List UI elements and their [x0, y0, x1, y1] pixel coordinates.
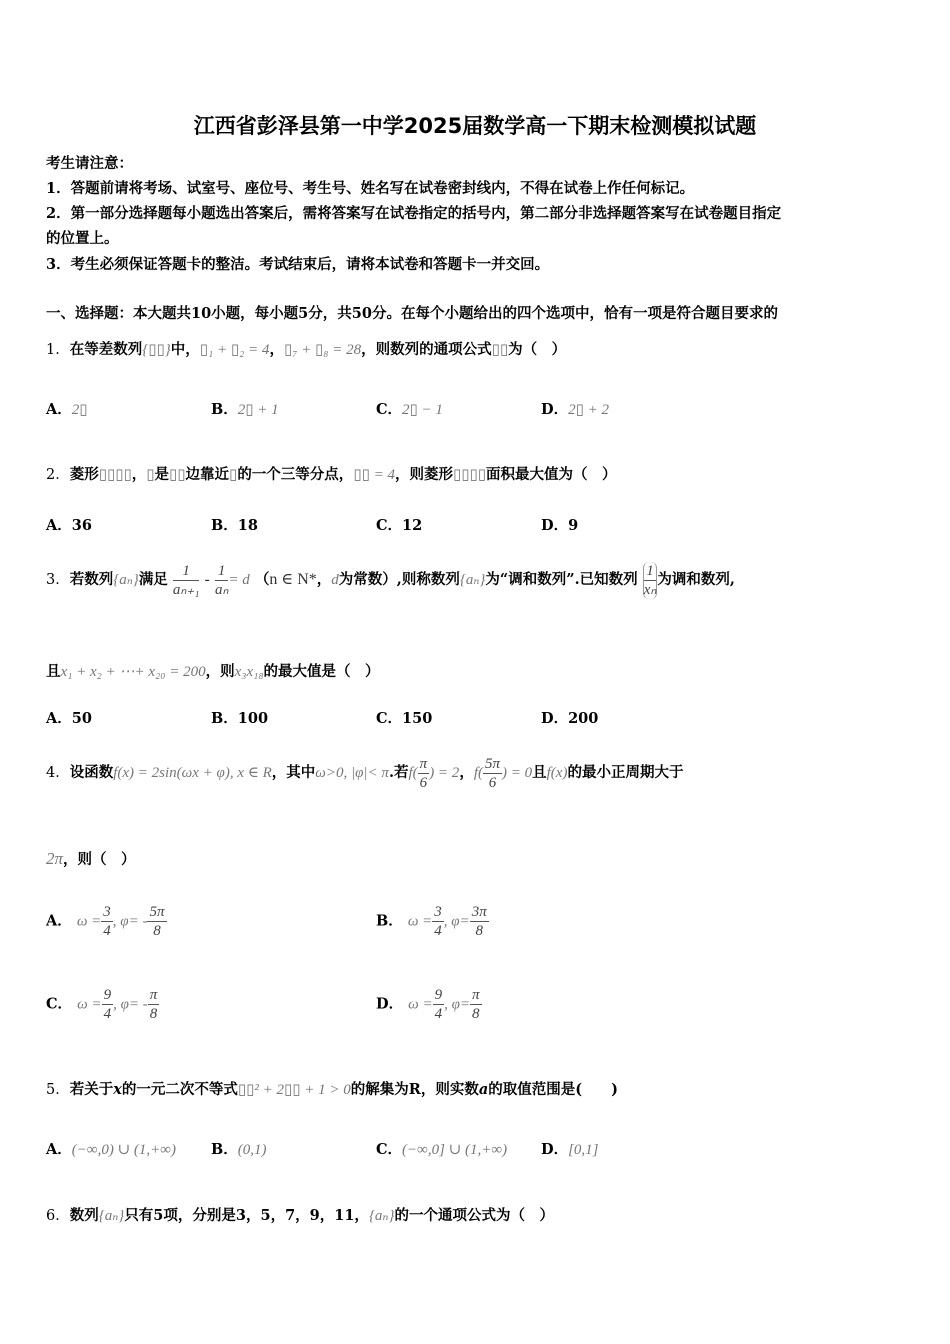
math-expr: ▯▯	[491, 342, 509, 358]
math-expr: ω =	[77, 996, 102, 1013]
fraction	[215, 562, 228, 599]
q-text: 的最大值是（ ）	[263, 663, 380, 680]
frac-den: 8	[475, 923, 483, 939]
q-text: 的最小正周期大于	[567, 764, 684, 781]
fraction	[643, 562, 658, 599]
fraction	[148, 986, 160, 1023]
option-c	[376, 707, 432, 728]
q-text: 边靠近	[185, 466, 230, 483]
math-expr: {▯▯}	[142, 342, 171, 358]
q-text: ，	[459, 764, 474, 781]
notice-item: 2．第一部分选择题每小题选出答案后，需将答案写在试卷指定的括号内，第二部分非选择题答案写在试卷题目指定	[46, 205, 782, 222]
math-expr: x₃x₁₈	[234, 664, 264, 680]
question-3-cont	[46, 660, 380, 681]
option-label: B．	[211, 401, 238, 418]
question-4	[46, 745, 683, 801]
q-text: 的一个三等分点，	[237, 466, 354, 483]
option-b	[211, 514, 258, 535]
math-expr: =	[459, 996, 471, 1013]
option-label: D．	[541, 517, 569, 534]
fraction	[147, 903, 166, 940]
frac-den: 4	[434, 923, 442, 939]
option-label: D．	[376, 995, 404, 1013]
q-text: 为常数）,则称数列	[338, 571, 460, 588]
math-expr: =	[459, 913, 470, 930]
math-expr: 2π	[46, 849, 64, 868]
question-number: 2．	[46, 467, 70, 483]
q-text: （	[254, 571, 270, 588]
math-expr: f(	[408, 765, 418, 781]
math-expr: -	[204, 571, 210, 588]
option-label: C．	[376, 1141, 403, 1158]
q-text: 的取值范围是( )	[488, 1081, 618, 1098]
option-label: A．	[46, 710, 72, 727]
option-value: 2▯ + 2	[568, 402, 609, 418]
option-value: 200	[568, 710, 599, 727]
math-expr: , x ∈ R	[229, 765, 272, 781]
option-label: B．	[211, 710, 238, 727]
q-text: ，其中	[271, 764, 316, 781]
option-label: C．	[376, 401, 403, 418]
option-label: D．	[541, 1141, 569, 1158]
frac-num: 1	[644, 562, 657, 581]
math-expr: n ∈ N*	[269, 571, 317, 588]
math-expr: ) = 2	[429, 765, 460, 781]
var-a: a	[478, 1081, 489, 1098]
option-value: 18	[237, 517, 258, 534]
frac-den: 8	[472, 1006, 480, 1022]
q-text: ，	[131, 466, 147, 483]
frac-den: 6	[488, 774, 497, 791]
option-label: A．	[46, 401, 72, 418]
option-value: 2▯ + 1	[237, 402, 279, 418]
q-text: 在等差数列	[69, 341, 143, 358]
option-d	[541, 1138, 599, 1159]
frac-den: 8	[153, 923, 161, 939]
q-text: 的一元二次不等式	[121, 1081, 238, 1098]
option-a	[46, 398, 88, 419]
math-expr: x₁ + x₂ + ⋯+ x₂₀ = 200	[60, 664, 206, 680]
frac-num: 5π	[149, 904, 165, 920]
frac-den: 8	[149, 1006, 158, 1022]
question-6	[46, 1204, 554, 1225]
notice-item: 1．答题前请将考场、试室号、座位号、考生号、姓名写在试卷密封线内，不得在试卷上作任何标记。	[46, 180, 695, 197]
math-expr: , φ	[112, 913, 129, 930]
frac-num: 3	[103, 904, 111, 920]
option-d	[541, 707, 598, 728]
math-expr: ω>0, |φ|< π	[315, 765, 389, 781]
q-text: 若关于	[69, 1081, 114, 1098]
math-expr: ω =	[408, 996, 433, 1013]
option-d	[376, 986, 482, 1023]
option-value: 9	[568, 517, 579, 534]
q-text: 且	[46, 663, 61, 680]
math-expr: = -	[128, 913, 148, 930]
frac-num: 5π	[484, 755, 500, 772]
option-b	[211, 707, 268, 728]
math-expr: ω =	[407, 913, 433, 930]
math-expr: = d	[228, 572, 250, 588]
math-expr: {aₙ}	[98, 1208, 125, 1224]
option-value: (0,1)	[237, 1142, 267, 1158]
q-text: 的解集为R，则实数	[350, 1081, 479, 1098]
q-text: ，则菱形	[394, 466, 453, 483]
math-expr: , φ	[113, 996, 129, 1013]
option-a	[46, 707, 92, 728]
frac-num: 1	[215, 562, 228, 581]
section-heading: 一、选择题：本大题共10小题，每小题5分，共50分。在每个小题给出的四个选项中，恰有一项是符合题目要求的	[46, 305, 778, 322]
math-expr: {aₙ}	[113, 572, 139, 588]
frac-num: 9	[103, 987, 112, 1003]
frac-num: 1	[173, 562, 200, 581]
fraction	[102, 986, 114, 1023]
option-b	[211, 1138, 267, 1159]
q-text: 面积最大值为（ ）	[485, 466, 617, 483]
option-value: 150	[402, 710, 433, 727]
q-text: 为调和数列,	[657, 571, 735, 588]
fraction	[470, 903, 489, 940]
option-a	[46, 903, 167, 940]
question-5	[46, 1078, 618, 1099]
math-expr: ω =	[76, 913, 102, 930]
q-text: 为“调和数列”.已知数列	[485, 571, 638, 588]
q-text: 数列	[69, 1207, 99, 1224]
option-label: A．	[46, 517, 72, 534]
q-text: 满足	[138, 571, 168, 588]
q-text: 的一个通项公式为（ ）	[394, 1207, 555, 1224]
math-expr: ▯▯▯▯	[98, 467, 132, 483]
frac-den: aₙ	[214, 581, 229, 598]
math-expr: , φ	[443, 913, 460, 930]
frac-num: 3π	[471, 904, 487, 920]
option-label: C．	[376, 710, 403, 727]
q-text: ，则	[205, 663, 235, 680]
math-expr: {aₙ}	[459, 572, 486, 588]
var-x: x	[113, 1081, 122, 1098]
math-expr: ▯₇ + ▯₈ = 28	[283, 342, 362, 358]
math-expr: ▯▯ = 4	[353, 467, 395, 483]
option-value: 2▯	[71, 402, 88, 418]
option-a	[46, 514, 92, 535]
page-title: 江西省彭泽县第一中学2025届数学高一下期末检测模拟试题	[193, 114, 757, 138]
math-expr: f(x) = 2sin(ωx + φ)	[113, 765, 230, 781]
option-label: D．	[541, 401, 569, 418]
fraction	[418, 755, 430, 792]
q-text: ，	[269, 341, 284, 358]
option-label: B．	[376, 912, 403, 930]
math-expr: {aₙ}	[368, 1208, 395, 1224]
option-label: B．	[211, 1141, 238, 1158]
option-a	[46, 1138, 176, 1159]
option-value: (−∞,0) ∪ (1,+∞)	[71, 1142, 176, 1158]
option-label: A．	[46, 1141, 72, 1158]
q-text: ，	[316, 571, 332, 588]
fraction	[470, 986, 482, 1023]
math-expr: = -	[128, 996, 148, 1013]
frac-den: 4	[103, 1006, 112, 1022]
option-b	[211, 398, 279, 419]
math-expr: ▯▯	[169, 467, 186, 483]
option-c	[376, 398, 443, 419]
fraction	[433, 986, 445, 1023]
notice-item: 的位置上。	[46, 230, 119, 247]
option-value: (−∞,0] ∪ (1,+∞)	[402, 1142, 508, 1158]
frac-num: π	[149, 987, 158, 1003]
frac-den: xₙ	[643, 581, 657, 598]
math-expr: ▯	[146, 467, 155, 483]
math-expr: , φ	[444, 996, 460, 1013]
frac-den: 6	[419, 774, 428, 791]
option-value: 2▯ − 1	[402, 402, 443, 418]
frac-num: π	[419, 755, 428, 772]
math-expr: ▯₁ + ▯₂ = 4	[199, 342, 270, 358]
notice-item: 3．考生必须保证答题卡的整洁。考试结束后，请将本试卷和答题卡一并交回。	[46, 256, 550, 273]
option-value: 12	[402, 517, 423, 534]
question-4-cont	[46, 848, 136, 869]
question-2	[46, 463, 616, 484]
q-text: ，则（ ）	[63, 851, 136, 868]
math-expr: f(	[473, 765, 483, 781]
option-label: A．	[46, 912, 72, 930]
math-expr: ▯▯▯▯	[452, 467, 486, 483]
frac-den: 4	[103, 923, 111, 939]
q-text: .若	[388, 764, 409, 781]
question-number: 6．	[46, 1208, 70, 1224]
q-text: 中，	[170, 341, 200, 358]
option-value: 100	[237, 710, 269, 727]
q-text: 为（ ）	[508, 341, 567, 358]
frac-num: π	[472, 987, 480, 1003]
question-1	[46, 338, 566, 359]
question-number: 3．	[46, 572, 70, 588]
option-label: C．	[376, 517, 403, 534]
frac-den: aₙ₊₁	[172, 581, 200, 598]
q-text: 且	[532, 764, 547, 781]
fraction	[483, 755, 502, 792]
option-c	[376, 514, 422, 535]
option-value: [0,1]	[568, 1142, 599, 1158]
option-d	[541, 514, 578, 535]
option-label: C．	[46, 995, 73, 1013]
notice-heading: 考生请注意：	[46, 155, 133, 172]
question-number: 1．	[46, 342, 70, 358]
q-text: 设函数	[69, 764, 114, 781]
q-text: 菱形	[69, 466, 99, 483]
option-value: 50	[71, 710, 92, 727]
q-text: 只有5项，分别是3，5，7，9，11，	[124, 1207, 369, 1224]
question-number: 4．	[46, 765, 70, 781]
option-c	[46, 986, 159, 1023]
math-expr: ) = 0	[502, 765, 533, 781]
option-b	[376, 903, 489, 940]
question-number: 5．	[46, 1082, 70, 1098]
frac-num: 9	[434, 987, 443, 1003]
fraction	[101, 903, 113, 940]
math-expr: d	[331, 572, 339, 588]
q-text: 若数列	[69, 571, 114, 588]
option-value: 36	[71, 517, 92, 534]
fraction	[173, 562, 200, 599]
question-3	[46, 555, 735, 605]
fraction	[432, 903, 444, 940]
option-d	[541, 398, 609, 419]
option-c	[376, 1138, 507, 1159]
q-text: ，则数列的通项公式	[361, 341, 492, 358]
q-text: 是	[154, 466, 170, 483]
math-expr: ▯	[229, 467, 238, 483]
option-label: D．	[541, 710, 569, 727]
frac-num: 3	[434, 904, 442, 920]
math-expr: ▯▯² + 2▯▯ + 1 > 0	[237, 1082, 351, 1098]
option-label: B．	[211, 517, 238, 534]
frac-den: 4	[434, 1006, 443, 1022]
math-expr: f(x)	[546, 765, 568, 781]
